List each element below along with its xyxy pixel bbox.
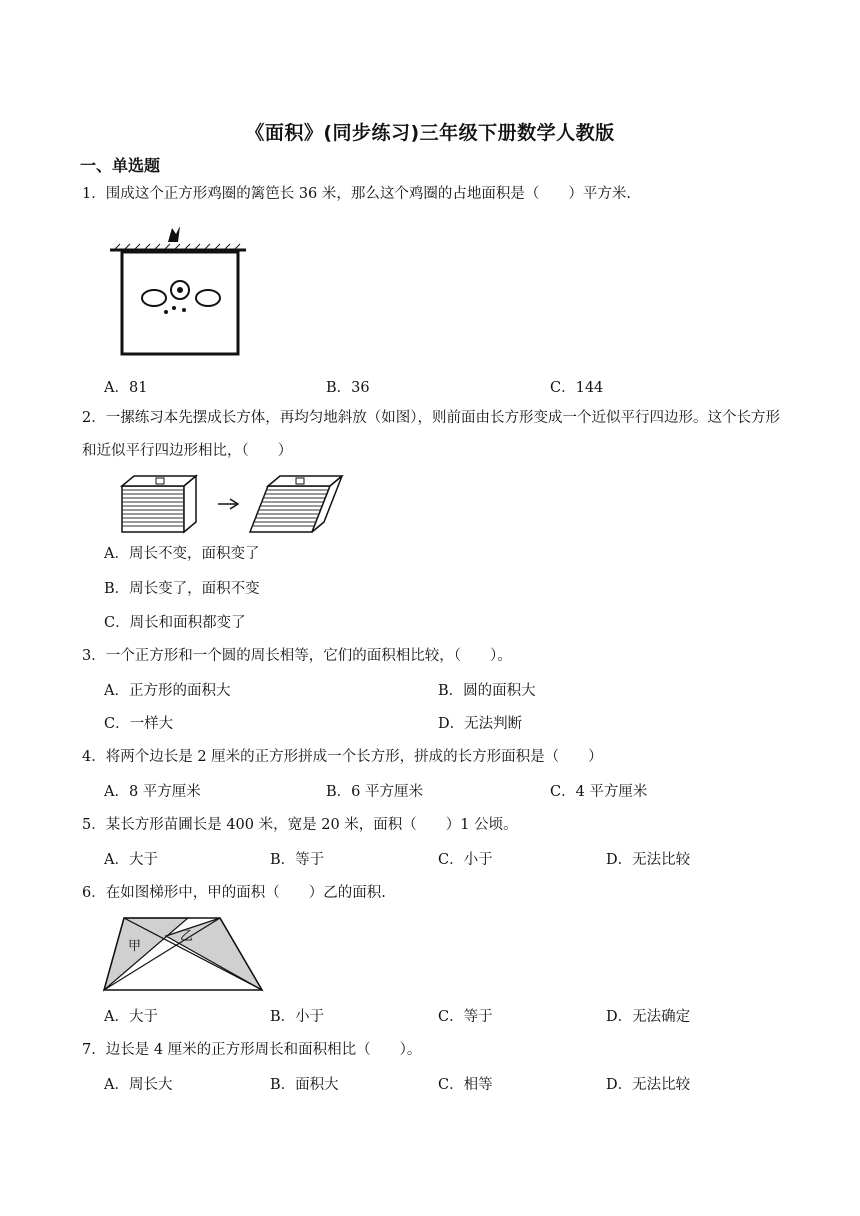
q6-option-c[interactable]: C．等于 — [438, 1009, 493, 1025]
q6-option-b[interactable]: B．小于 — [270, 1009, 325, 1025]
notebook-stack-figure — [118, 472, 368, 536]
q6-option-a[interactable]: A．大于 — [104, 1009, 158, 1025]
label-jia: 甲 — [128, 939, 142, 954]
q3-option-d[interactable]: D．无法判断 — [438, 716, 523, 732]
question-7-text: 7．边长是 4 厘米的正方形周长和面积相比（ ）。 — [82, 1042, 422, 1058]
trapezoid-figure — [100, 912, 270, 996]
question-5-text: 5．某长方形苗圃长是 400 米，宽是 20 米，面积（ ）1 公顷。 — [82, 817, 518, 833]
q2-option-c[interactable]: C．周长和面积都变了 — [104, 615, 246, 631]
q2-option-a[interactable]: A．周长不变，面积变了 — [104, 546, 260, 562]
label-yi: 乙 — [180, 929, 194, 944]
q7-option-d[interactable]: D．无法比较 — [606, 1077, 691, 1093]
q4-option-b[interactable]: B．6 平方厘米 — [326, 784, 423, 800]
question-2-text: 2．一摞练习本先摆成长方体，再均匀地斜放（如图），则前面由长方形变成一个近似平行四边形。这个长方形和近似平行四边形相比，（ ） — [82, 410, 780, 459]
q7-option-b[interactable]: B．面积大 — [270, 1077, 339, 1093]
q5-option-d[interactable]: D．无法比较 — [606, 852, 691, 868]
chicken-coop-figure — [106, 220, 256, 360]
q5-option-a[interactable]: A．大于 — [104, 852, 158, 868]
question-1-text: 1．围成这个正方形鸡圈的篱笆长 36 米，那么这个鸡圈的占地面积是（ ）平方米. — [82, 186, 632, 202]
question-6-text: 6．在如图梯形中，甲的面积（ ）乙的面积. — [82, 885, 386, 901]
q5-option-b[interactable]: B．等于 — [270, 852, 325, 868]
section-heading: 一、单选题 — [80, 156, 161, 175]
q3-option-c[interactable]: C．一样大 — [104, 716, 174, 732]
page-title: 《面积》(同步练习)三年级下册数学人教版 — [245, 122, 615, 144]
question-3-text: 3．一个正方形和一个圆的周长相等，它们的面积相比较，（ ）。 — [82, 648, 512, 664]
q7-option-a[interactable]: A．周长大 — [104, 1077, 173, 1093]
q3-option-b[interactable]: B．圆的面积大 — [438, 683, 536, 699]
question-4-text: 4．将两个边长是 2 厘米的正方形拼成一个长方形，拼成的长方形面积是（ ） — [82, 749, 603, 765]
q4-option-a[interactable]: A．8 平方厘米 — [104, 784, 201, 800]
q6-option-d[interactable]: D．无法确定 — [606, 1009, 691, 1025]
q4-option-c[interactable]: C．4 平方厘米 — [550, 784, 648, 800]
q1-option-c[interactable]: C．144 — [550, 380, 604, 396]
q2-option-b[interactable]: B．周长变了，面积不变 — [104, 581, 260, 597]
q7-option-c[interactable]: C．相等 — [438, 1077, 493, 1093]
q3-option-a[interactable]: A．正方形的面积大 — [104, 683, 231, 699]
q1-option-b[interactable]: B．36 — [326, 380, 370, 396]
q1-option-a[interactable]: A．81 — [104, 380, 148, 396]
q5-option-c[interactable]: C．小于 — [438, 852, 493, 868]
